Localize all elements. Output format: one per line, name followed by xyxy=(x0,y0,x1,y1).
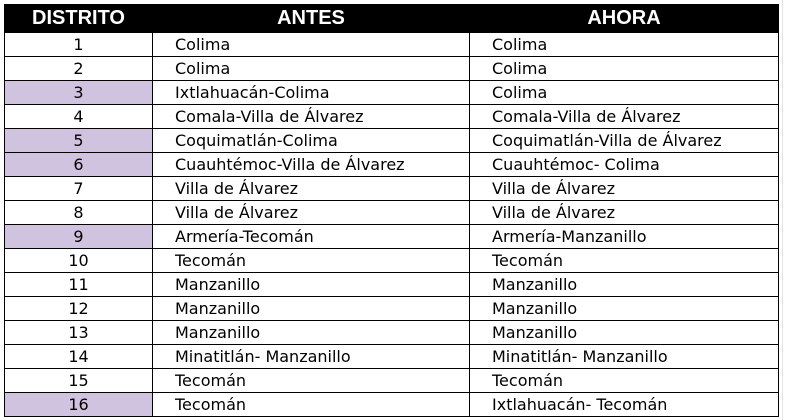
ahora-cell: Cuauhtémoc- Colima xyxy=(470,153,779,177)
table-row xyxy=(5,345,779,369)
ahora-cell: Tecomán xyxy=(470,369,779,393)
header-antes: ANTES xyxy=(153,5,470,33)
antes-cell: Manzanillo xyxy=(153,297,470,321)
antes-cell: Villa de Álvarez xyxy=(153,201,470,225)
table-row xyxy=(5,225,779,249)
antes-cell: Colima xyxy=(153,33,470,57)
sheet-gridline xyxy=(782,0,783,420)
distrito-cell: 11 xyxy=(5,273,153,297)
table-row xyxy=(5,273,779,297)
antes-cell: Cuauhtémoc-Villa de Álvarez xyxy=(153,153,470,177)
table-row xyxy=(5,81,779,105)
ahora-cell: Coquimatlán-Villa de Álvarez xyxy=(470,129,779,153)
table-row xyxy=(5,129,779,153)
antes-cell: Minatitlán- Manzanillo xyxy=(153,345,470,369)
header-ahora: AHORA xyxy=(470,5,779,33)
antes-cell: Manzanillo xyxy=(153,273,470,297)
table-row xyxy=(5,57,779,81)
antes-cell: Tecomán xyxy=(153,393,470,417)
distrito-cell: 15 xyxy=(5,369,153,393)
antes-cell: Armería-Tecomán xyxy=(153,225,470,249)
table-row xyxy=(5,369,779,393)
distrito-cell: 13 xyxy=(5,321,153,345)
distrito-cell: 1 xyxy=(5,33,153,57)
distrito-cell: 10 xyxy=(5,249,153,273)
ahora-cell: Comala-Villa de Álvarez xyxy=(470,105,779,129)
ahora-cell: Manzanillo xyxy=(470,321,779,345)
distrito-cell: 9 xyxy=(5,225,153,249)
distrito-cell: 16 xyxy=(5,393,153,417)
table-body xyxy=(5,33,779,417)
distrito-cell: 4 xyxy=(5,105,153,129)
antes-cell: Ixtlahuacán-Colima xyxy=(153,81,470,105)
ahora-cell: Colima xyxy=(470,81,779,105)
header-row xyxy=(5,5,779,33)
ahora-cell: Minatitlán- Manzanillo xyxy=(470,345,779,369)
distrito-cell: 2 xyxy=(5,57,153,81)
distrito-cell: 7 xyxy=(5,177,153,201)
districts-table xyxy=(4,4,779,417)
antes-cell: Tecomán xyxy=(153,369,470,393)
ahora-cell: Colima xyxy=(470,33,779,57)
ahora-cell: Manzanillo xyxy=(470,297,779,321)
distrito-cell: 3 xyxy=(5,81,153,105)
antes-cell: Coquimatlán-Colima xyxy=(153,129,470,153)
table-row xyxy=(5,201,779,225)
ahora-cell: Colima xyxy=(470,57,779,81)
ahora-cell: Armería-Manzanillo xyxy=(470,225,779,249)
distrito-cell: 5 xyxy=(5,129,153,153)
ahora-cell: Tecomán xyxy=(470,249,779,273)
table-row xyxy=(5,105,779,129)
distrito-cell: 12 xyxy=(5,297,153,321)
header-distrito: DISTRITO xyxy=(5,5,153,33)
table-row xyxy=(5,177,779,201)
table-row xyxy=(5,393,779,417)
ahora-cell: Ixtlahuacán- Tecomán xyxy=(470,393,779,417)
antes-cell: Tecomán xyxy=(153,249,470,273)
table-row xyxy=(5,249,779,273)
antes-cell: Comala-Villa de Álvarez xyxy=(153,105,470,129)
table-row xyxy=(5,321,779,345)
table-row xyxy=(5,33,779,57)
distrito-cell: 14 xyxy=(5,345,153,369)
distrito-cell: 8 xyxy=(5,201,153,225)
ahora-cell: Manzanillo xyxy=(470,273,779,297)
antes-cell: Manzanillo xyxy=(153,321,470,345)
table-row xyxy=(5,153,779,177)
antes-cell: Villa de Álvarez xyxy=(153,177,470,201)
ahora-cell: Villa de Álvarez xyxy=(470,201,779,225)
table-row xyxy=(5,297,779,321)
antes-cell: Colima xyxy=(153,57,470,81)
ahora-cell: Villa de Álvarez xyxy=(470,177,779,201)
distrito-cell: 6 xyxy=(5,153,153,177)
